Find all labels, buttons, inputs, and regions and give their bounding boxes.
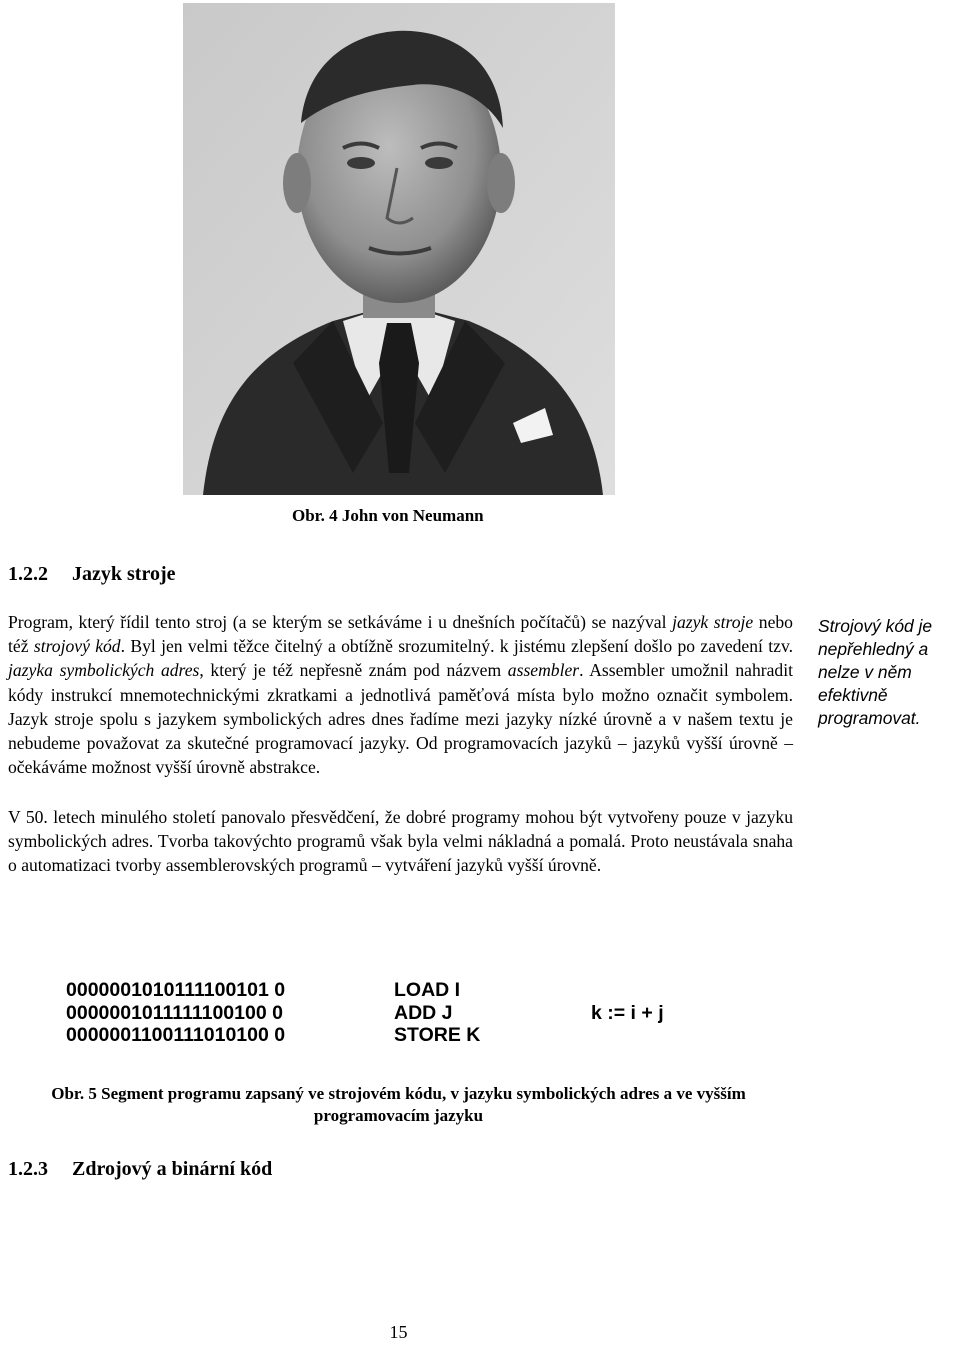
binary-line: 0000001100111010100 0 bbox=[66, 1024, 286, 1046]
assembly-listing bbox=[394, 979, 480, 1047]
term: assembler bbox=[507, 660, 580, 681]
section-title: Zdrojový a binární kód bbox=[72, 1158, 273, 1180]
section-heading bbox=[8, 563, 176, 586]
term: jazyk stroje bbox=[672, 612, 754, 632]
section-number: 1.2.3 bbox=[8, 1158, 48, 1180]
paragraph bbox=[8, 610, 793, 779]
binary-line: 0000001011111100100 0 bbox=[66, 1001, 283, 1024]
figure-caption bbox=[0, 1083, 797, 1127]
caption-text: Segment programu zapsaný ve strojovém kódu, v jazyku symbolických adres a ve vyšším programovacím jazyku bbox=[96, 1084, 746, 1125]
text-run: . Byl jen velmi těžce čitelný a obtížně srozumitelný. k jistému zlepšení došlo po zavedení tzv. bbox=[120, 636, 793, 657]
term: jazyka symbolických adres bbox=[8, 660, 200, 681]
text-run: . Assembler umožnil nahradit kódy instrukcí mnemotechnickými zkratkami a jednotlivá paměťová místa bylo možno označit symbolem. Jazyk stroje spolu s jazykem symbolických adres dnes řadíme mezi jazyky nízké úrovně a v našem textu je nebudeme považovat za skutečné programovací jazyky. Od programovacích jazyků – jazyků vyšší úrovně – očekáváme možnost vyšší úrovně abstrakce. bbox=[8, 660, 793, 778]
assembly-line: STORE K bbox=[394, 1024, 481, 1046]
margin-note: Strojový kód je nepřehledný a nelze v něm efektivně programovat. bbox=[818, 616, 933, 728]
binary-line: 0000001010111100101 0 bbox=[66, 979, 286, 1001]
figure-caption: Obr. 4 John von Neumann bbox=[292, 506, 484, 525]
text-run: nebo též bbox=[8, 612, 793, 657]
portrait-photo bbox=[183, 3, 615, 495]
term: strojový kód bbox=[33, 636, 121, 657]
section-title: Jazyk stroje bbox=[72, 563, 176, 585]
binary-code-listing bbox=[66, 979, 285, 1047]
text-run: Program, který řídil tento stroj (a se kterým se setkáváme i u dnešních počítačů) se nazýval bbox=[8, 612, 673, 632]
paragraph: V 50. letech minulého století panovalo přesvědčení, že dobré programy mohou být vytvořeny pouze v jazyku symbolických adres. Tvorba takovýchto programů však byla velmi nákladná a pomalá. Proto neustávala snaha o automatizaci tvorby assemblerovských programů – vytváření jazyků vyšší úrovně. bbox=[8, 807, 793, 876]
high-level-statement: k := i + j bbox=[591, 1002, 664, 1024]
text-run: , který je též nepřesně znám pod názvem bbox=[199, 660, 508, 681]
assembly-line: ADD J bbox=[394, 1001, 453, 1024]
page-number: 15 bbox=[389, 1322, 408, 1342]
assembly-line: LOAD I bbox=[394, 979, 461, 1001]
section-number: 1.2.2 bbox=[8, 563, 48, 585]
section-heading bbox=[8, 1158, 272, 1181]
caption-label: Obr. 5 bbox=[51, 1084, 97, 1103]
